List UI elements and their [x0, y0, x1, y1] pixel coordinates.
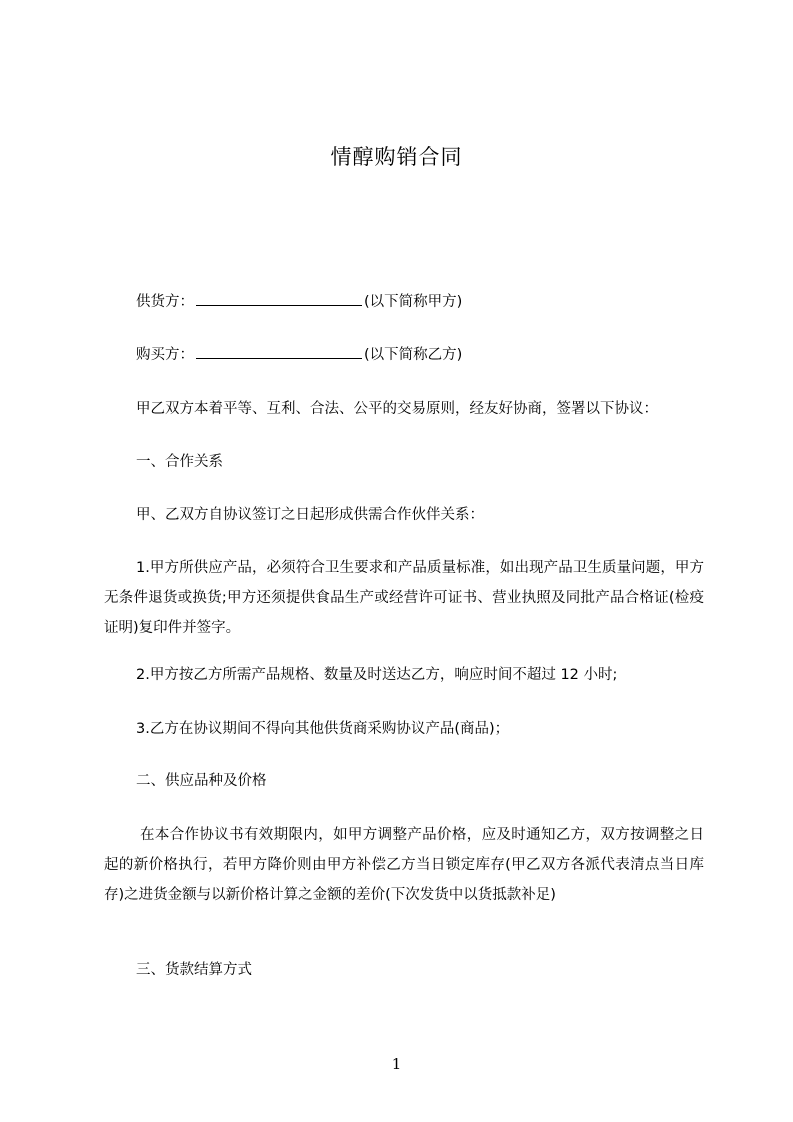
section1-intro: 甲、乙双方自协议签订之日起形成供需合作伙伴关系：: [136, 507, 484, 523]
supplier-suffix: (以下简称甲方): [364, 294, 463, 310]
clause-2: 2.甲方按乙方所需产品规格、数量及时送达乙方，响应时间不超过 12 小时;: [136, 667, 618, 683]
clause-3: 3.乙方在协议期间不得向其他供货商采购协议产品(商品)；: [136, 721, 510, 737]
supplier-line: [136, 291, 462, 312]
document-title: 情醇购销合同: [330, 145, 463, 169]
page-number: 1: [391, 1055, 402, 1073]
section3-heading: 三、货款结算方式: [136, 962, 252, 978]
supplier-blank: [196, 291, 362, 306]
buyer-label: 购买方：: [136, 347, 194, 363]
buyer-suffix: (以下简称乙方): [364, 347, 463, 363]
preamble: 甲乙双方本着平等、互利、合法、公平的交易原则，经友好协商，签署以下协议：: [136, 401, 658, 417]
section2-text: 在本合作协议书有效期限内，如甲方调整产品价格，应及时通知乙方，双方按调整之日起的新价格执行，若甲方降价则由甲方补偿乙方当日锁定库存(甲乙双方各派代表清点当日库存)之进货金额与以新价格计算之金额的差价(下次发货中以货抵款补足): [104, 827, 704, 903]
section2-heading: 二、供应品种及价格: [136, 773, 267, 789]
buyer-line: [136, 344, 462, 365]
clause-1: 1.甲方所供应产品，必须符合卫生要求和产品质量标准，如出现产品卫生质量问题，甲方无条件退货或换货;甲方还须提供食品生产或经营许可证书、营业执照及同批产品合格证(检疫证明)复印件并签字。: [104, 560, 704, 636]
supplier-label: 供货方：: [136, 294, 194, 310]
section1-heading: 一、合作关系: [136, 454, 223, 470]
buyer-blank: [196, 344, 362, 359]
